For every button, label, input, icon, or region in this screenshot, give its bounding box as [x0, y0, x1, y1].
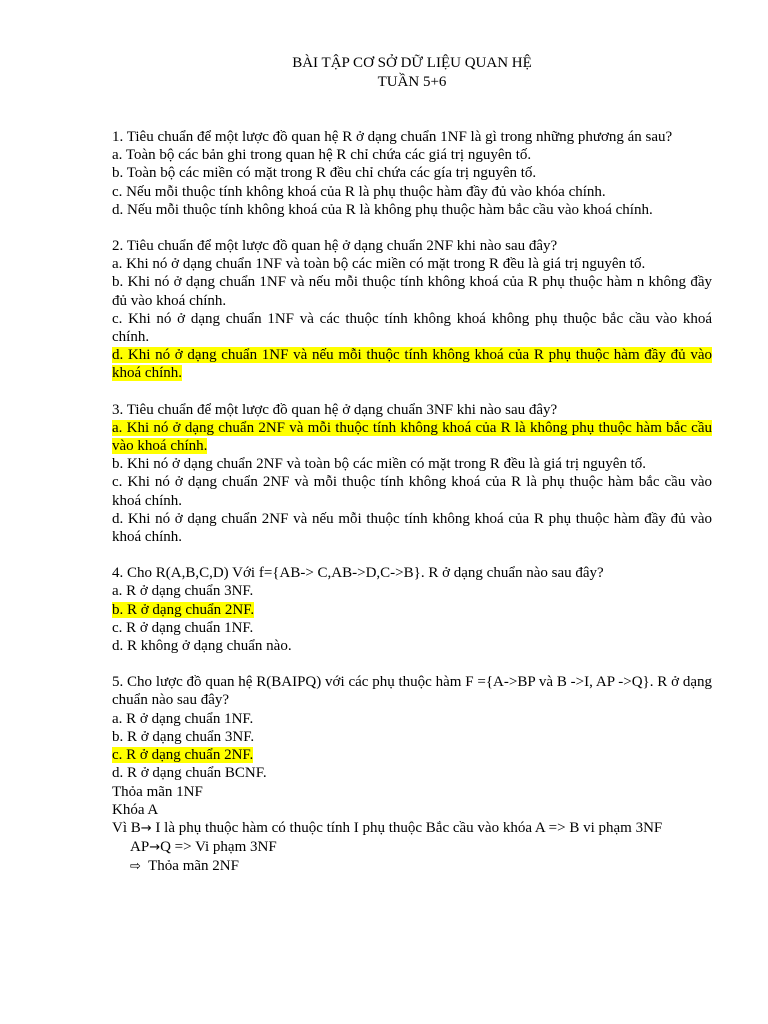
solution-line — [112, 819, 712, 838]
document-subtitle: TUẦN 5+6 — [377, 73, 447, 90]
option-c: c. Khi nó ở dạng chuẩn 2NF và mỗi thuộc tính không khoá của R là phụ thuộc hàm bắc cầu vào khoá chính. — [112, 474, 712, 509]
solution-line — [112, 857, 712, 876]
question-text: 2. Tiêu chuẩn để một lược đồ quan hệ ở dạng chuẩn 2NF khi nào sau đây? — [112, 238, 558, 255]
question-2 — [112, 237, 712, 383]
option-a: a. Khi nó ở dạng chuẩn 1NF và toàn bộ các miền có mặt trong R đều là giá trị nguyên tố. — [112, 256, 646, 273]
option-a: a. R ở dạng chuẩn 1NF. — [112, 710, 254, 727]
highlighted-answer: c. R ở dạng chuẩn 2NF. — [112, 747, 254, 764]
option-b: b. R ở dạng chuẩn 3NF. — [112, 728, 255, 745]
solution-line: Khóa A — [112, 801, 159, 818]
option-a: a. Toàn bộ các bản ghi trong quan hệ R chỉ chứa các giá trị nguyên tố. — [112, 147, 532, 164]
implies-arrow-icon: ⇨ — [130, 859, 141, 875]
question-text: 4. Cho R(A,B,C,D) Với f={AB-> C,AB->D,C->B}. R ở dạng chuẩn nào sau đây? — [112, 565, 604, 582]
option-b: b. Khi nó ở dạng chuẩn 1NF và nếu mỗi thuộc tính không khoá của R phụ thuộc hàm n không đầy đủ vào khoá chính. — [112, 274, 712, 309]
document-page — [112, 54, 712, 877]
solution-text: Q => Vi phạm 3NF — [160, 839, 277, 856]
question-text: 3. Tiêu chuẩn để một lược đồ quan hệ ở dạng chuẩn 3NF khi nào sau đây? — [112, 401, 558, 418]
option-b: b. Toàn bộ các miền có mặt trong R đều chỉ chứa các gía trị nguyên tố. — [112, 165, 537, 182]
option-d: d. R ở dạng chuẩn BCNF. — [112, 765, 267, 782]
document-title: BÀI TẬP CƠ SỞ DỮ LIỆU QUAN HỆ — [292, 55, 532, 71]
question-3 — [112, 401, 712, 547]
option-a: a. R ở dạng chuẩn 3NF. — [112, 583, 254, 600]
option-c: c. Nếu mỗi thuộc tính không khoá của R là phụ thuộc hàm đầy đủ vào khóa chính. — [112, 183, 606, 200]
solution-line — [112, 838, 712, 857]
right-arrow-icon: → — [149, 840, 161, 856]
highlighted-answer: a. Khi nó ở dạng chuẩn 2NF và mỗi thuộc tính không khoá của R là không phụ thuộc hàm bắc cầu vào khoá chính. — [112, 419, 712, 455]
solution-text: AP — [130, 839, 150, 856]
option-d: d. R không ở dạng chuẩn nào. — [112, 638, 292, 655]
option-c: c. Khi nó ở dạng chuẩn 1NF và các thuộc tính không khoá không phụ thuộc bắc cầu vào khoá chính. — [112, 310, 712, 346]
question-4 — [112, 564, 712, 655]
solution-text: Thỏa mãn 2NF — [148, 858, 239, 875]
right-arrow-icon: → — [140, 820, 152, 836]
question-5 — [112, 673, 712, 782]
question-text: 1. Tiêu chuẩn để một lược đồ quan hệ R ở dạng chuẩn 1NF là gì trong những phương án sau? — [112, 129, 673, 145]
highlighted-answer: d. Khi nó ở dạng chuẩn 1NF và nếu mỗi thuộc tính không khoá của R phụ thuộc hàm đầy đủ vào khoá chính. — [112, 347, 712, 382]
option-c: c. R ở dạng chuẩn 1NF. — [112, 619, 254, 636]
option-b: b. Khi nó ở dạng chuẩn 2NF và toàn bộ các miền có mặt trong R đều là giá trị nguyên tố. — [112, 456, 647, 473]
highlighted-answer: b. R ở dạng chuẩn 2NF. — [112, 601, 255, 618]
option-d: d. Nếu mỗi thuộc tính không khoá của R là không phụ thuộc hàm bắc cầu vào khoá chính. — [112, 201, 653, 218]
solution-notes — [112, 783, 712, 877]
question-1 — [112, 128, 712, 219]
option-d: d. Khi nó ở dạng chuẩn 2NF và nếu mỗi thuộc tính không khoá của R phụ thuộc hàm đầy đủ vào khoá chính. — [112, 510, 712, 546]
question-text: 5. Cho lược đồ quan hệ R(BAIPQ) với các phụ thuộc hàm F ={A->BP và B ->I, AP ->Q}. R ở dạng chuẩn nào sau đây? — [112, 674, 712, 709]
solution-line: Thỏa mãn 1NF — [112, 783, 203, 800]
solution-text: Vì B — [112, 819, 141, 836]
solution-text: I là phụ thuộc hàm có thuộc tính I phụ thuộc Bắc cầu vào khóa A => B vi phạm 3NF — [151, 819, 663, 836]
